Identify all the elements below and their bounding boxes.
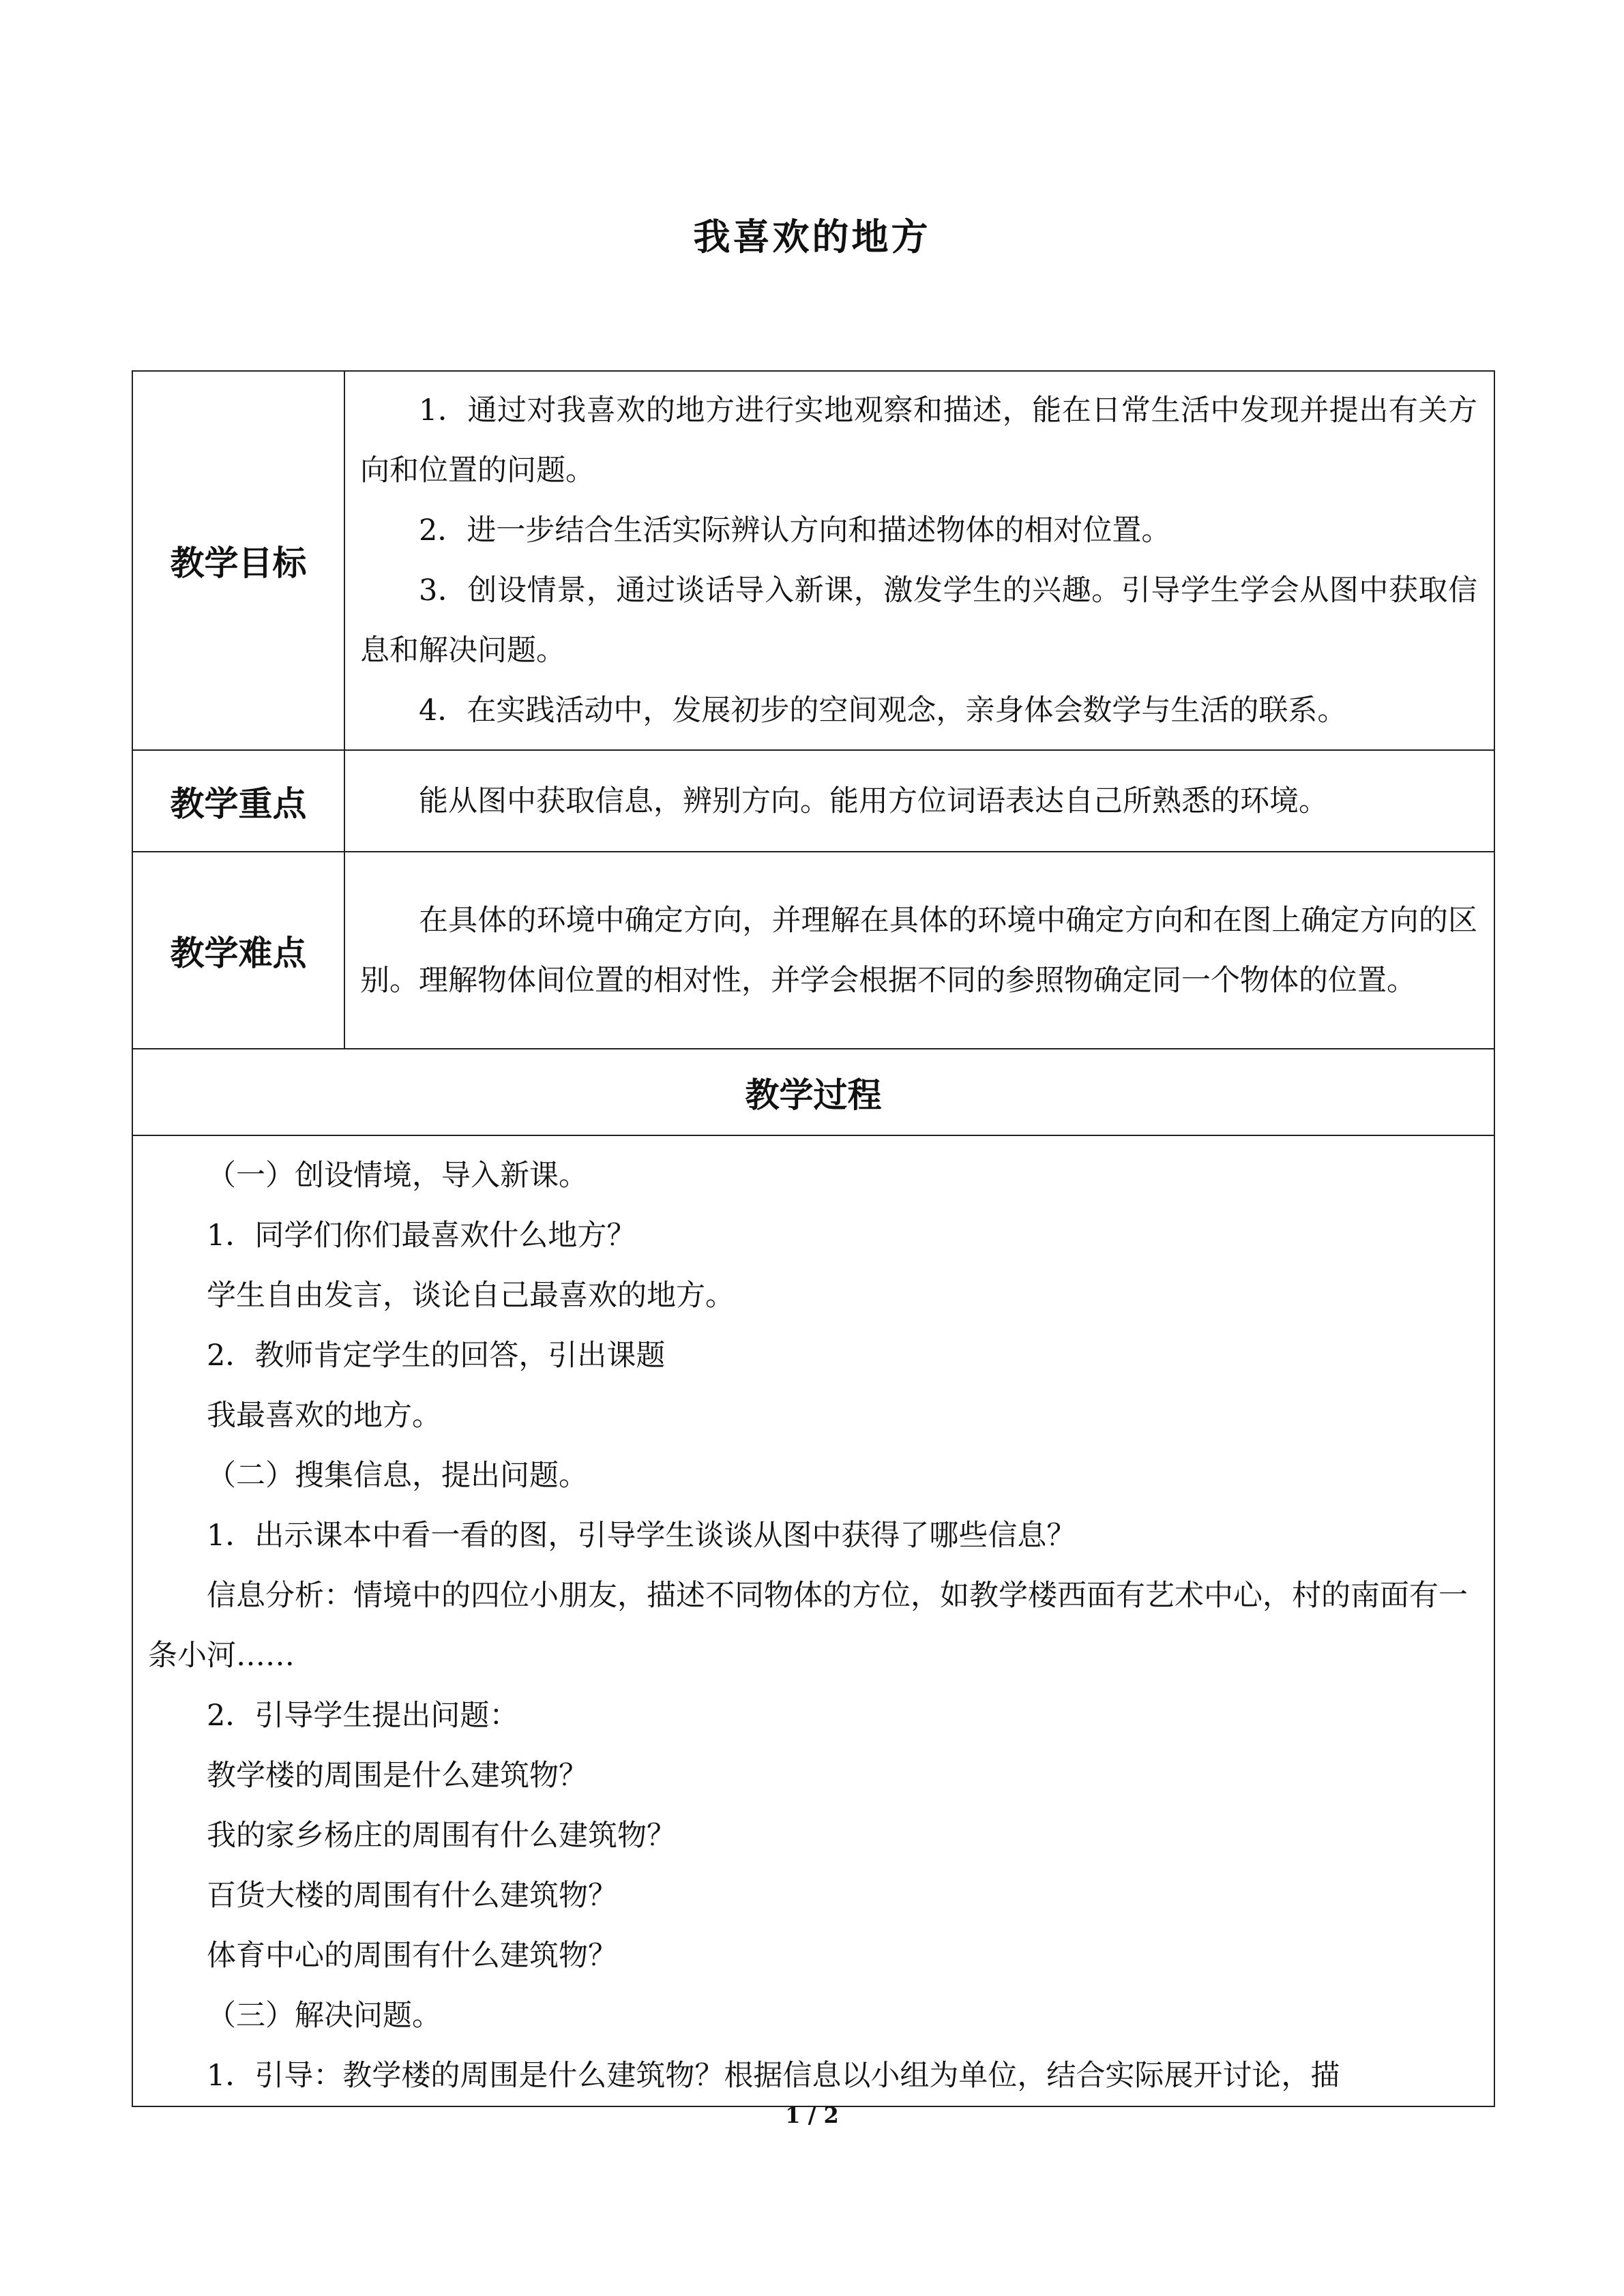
- process-paragraph: 1．同学们你们最喜欢什么地方？: [207, 1219, 636, 1253]
- process-paragraph: 教学楼的周围是什么建筑物？: [207, 1759, 588, 1793]
- process-paragraph: （三）解决问题。: [207, 1999, 441, 2033]
- process-content: [132, 1135, 1494, 2106]
- goal-item-4: 4．在实践活动中，发展初步的空间观念，亲身体会数学与生活的联系。: [419, 694, 1347, 728]
- process-paragraph: 体育中心的周围有什么建筑物？: [207, 1939, 617, 1973]
- process-paragraph: 2．教师肯定学生的回答，引出课题: [207, 1339, 666, 1373]
- process-paragraph: 百货大楼的周围有什么建筑物？: [207, 1879, 617, 1913]
- process-paragraph: 我的家乡杨庄的周围有什么建筑物？: [207, 1819, 676, 1853]
- process-row: [132, 1135, 1494, 2106]
- page-number: 1 / 2: [785, 2102, 839, 2128]
- difficulties-row: [132, 852, 1494, 1049]
- process-paragraph: （一）创设情境，导入新课。: [207, 1159, 588, 1193]
- key-points-text: 能从图中获取信息，辨别方向。能用方位词语表达自己所熟悉的环境。: [419, 784, 1328, 818]
- lesson-plan-table: [132, 370, 1495, 2107]
- difficulties-label: 教学难点: [132, 852, 344, 1049]
- document-title: 我喜欢的地方: [693, 215, 931, 258]
- process-paragraph: 信息分析：情境中的四位小朋友，描述不同物体的方位，如教学楼西面有艺术中心，村的南面有一条小河……: [148, 1579, 1468, 1673]
- key-points-row: [132, 750, 1494, 852]
- process-paragraph: （二）搜集信息，提出问题。: [207, 1459, 588, 1493]
- process-heading-row: [132, 1049, 1494, 1135]
- goal-item-2: 2．进一步结合生活实际辨认方向和描述物体的相对位置。: [419, 513, 1171, 548]
- goal-item-3: 3．创设情景，通过谈话导入新课，激发学生的兴趣。引导学生学会从图中获取信息和解决问题。: [360, 573, 1477, 668]
- goals-label: 教学目标: [132, 371, 344, 750]
- goals-row: [132, 371, 1494, 750]
- goals-content: [344, 371, 1494, 750]
- difficulties-text: 在具体的环境中确定方向，并理解在具体的环境中确定方向和在图上确定方向的区别。理解物体间位置的相对性，并学会根据不同的参照物确定同一个物体的位置。: [360, 903, 1477, 998]
- process-heading: 教学过程: [132, 1049, 1494, 1135]
- process-paragraph: 1．出示课本中看一看的图，引导学生谈谈从图中获得了哪些信息？: [207, 1519, 1076, 1553]
- key-points-content: [344, 750, 1494, 852]
- goal-item-1: 1．通过对我喜欢的地方进行实地观察和描述，能在日常生活中发现并提出有关方向和位置的问题。: [360, 393, 1477, 488]
- process-paragraph: 1．引导：教学楼的周围是什么建筑物？根据信息以小组为单位，结合实际展开讨论，描: [207, 2059, 1340, 2093]
- process-paragraph: 学生自由发言，谈论自己最喜欢的地方。: [207, 1279, 735, 1313]
- key-points-label: 教学重点: [132, 750, 344, 852]
- difficulties-content: [344, 852, 1494, 1049]
- process-paragraph: 我最喜欢的地方。: [207, 1399, 441, 1433]
- process-paragraph: 2．引导学生提出问题：: [207, 1699, 519, 1733]
